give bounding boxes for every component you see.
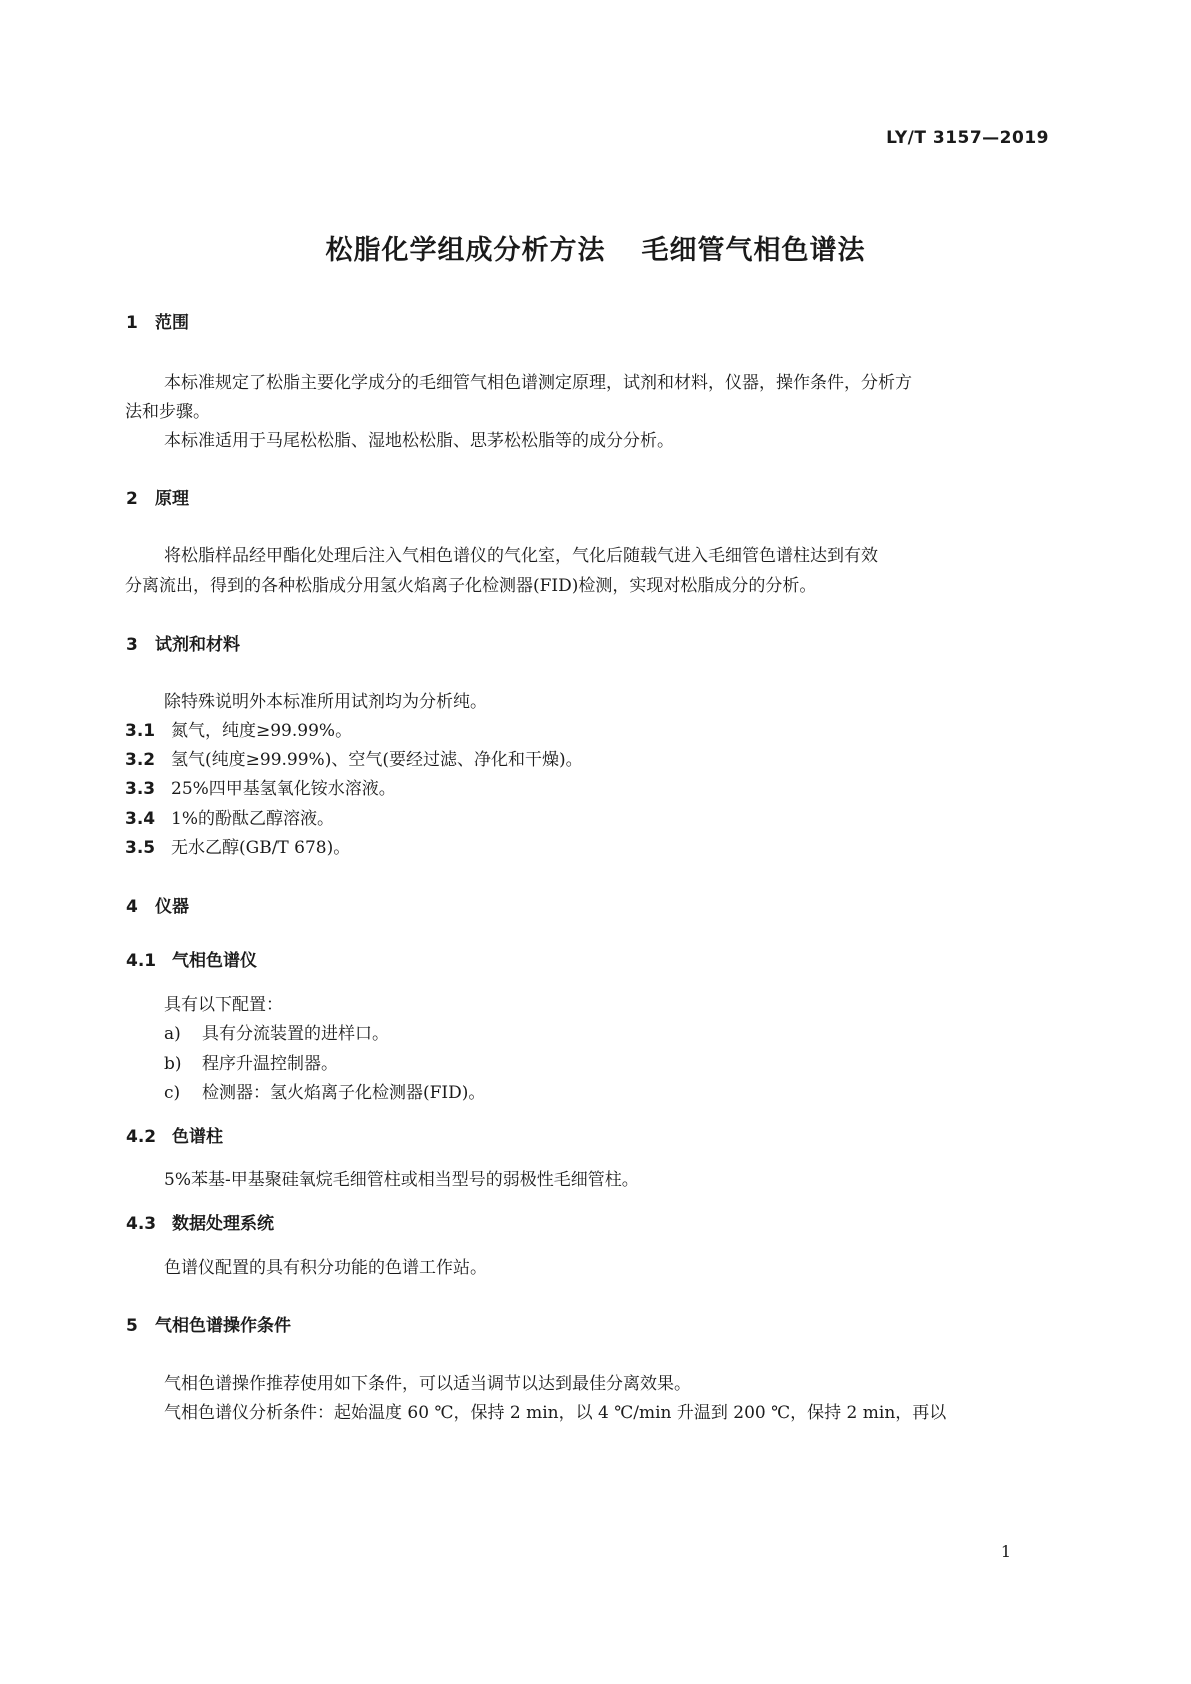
title-main: 松脂化学组成分析方法 [325,235,606,266]
list-item: 3.4 1%的酚酞乙醇溶液。 [125,809,334,829]
list-item: 3.2 氢气(纯度≥99.99%)、空气(要经过滤、净化和干燥)。 [125,750,583,770]
section-2-heading: 2 原理 [126,489,189,509]
section-1-para-1-cont: 法和步骤。 [125,402,210,422]
section-1-para-2: 本标准适用于马尾松松脂、湿地松松脂、思茅松松脂等的成分分析。 [164,431,674,451]
section-1-para-1: 本标准规定了松脂主要化学成分的毛细管气相色谱测定原理，试剂和材料，仪器，操作条件，分析方 [164,373,912,393]
section-2-para-1: 将松脂样品经甲酯化处理后注入气相色谱仪的气化室，气化后随载气进入毛细管色谱柱达到有效 [164,546,878,566]
section-2-para-1-cont: 分离流出，得到的各种松脂成分用氢火焰离子化检测器(FID)检测，实现对松脂成分的分析。 [125,576,817,596]
list-item: 3.3 25%四甲基氢氧化铵水溶液。 [125,779,396,799]
list-item: b) 程序升温控制器。 [164,1054,338,1074]
section-1-heading: 1 范围 [126,313,189,333]
section-4-1-heading: 4.1 气相色谱仪 [126,951,257,971]
section-4-heading: 4 仪器 [126,897,189,917]
section-4-2-heading: 4.2 色谱柱 [126,1127,223,1147]
list-item: 3.1 氮气，纯度≥99.99%。 [125,721,353,741]
list-item: 3.5 无水乙醇(GB/T 678)。 [125,838,351,858]
section-4-3-text: 色谱仪配置的具有积分功能的色谱工作站。 [164,1258,487,1278]
section-4-3-heading: 4.3 数据处理系统 [126,1214,274,1234]
document-title [0,228,1191,267]
section-4-2-text: 5%苯基-甲基聚硅氧烷毛细管柱或相当型号的弱极性毛细管柱。 [164,1170,639,1190]
standard-code: LY/T 3157—2019 [886,128,1049,148]
section-5-para-2: 气相色谱仪分析条件：起始温度 60 ℃，保持 2 min，以 4 ℃/min 升温到 200 ℃，保持 2 min，再以 [164,1403,947,1423]
section-3-intro: 除特殊说明外本标准所用试剂均为分析纯。 [164,692,487,712]
section-3-heading: 3 试剂和材料 [126,635,240,655]
section-4-1-intro: 具有以下配置： [164,995,283,1015]
list-item: c) 检测器：氢火焰离子化检测器(FID)。 [164,1083,486,1103]
page-number: 1 [1000,1542,1011,1561]
title-sub: 毛细管气相色谱法 [641,235,866,266]
section-5-para-1: 气相色谱操作推荐使用如下条件，可以适当调节以达到最佳分离效果。 [164,1374,691,1394]
list-item: a) 具有分流装置的进样口。 [164,1024,389,1044]
section-5-heading: 5 气相色谱操作条件 [126,1316,291,1336]
